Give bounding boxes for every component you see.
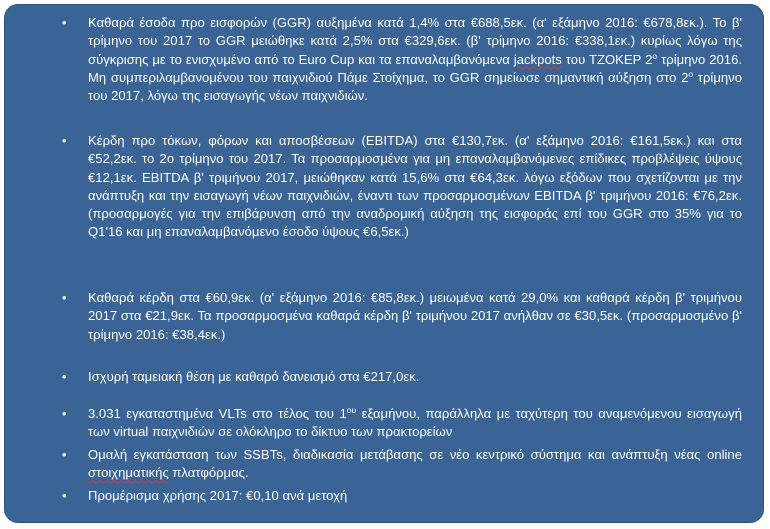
net-profit-text: Καθαρά κέρδη στα €60,9εκ. (α' εξάμηνο 2016: €85,8εκ.) μειωμένα κατά 29,0% και καθαρά κέρδη β' τριμήνου 2017 στα €21,9εκ. Τα προσαρμοσμένα καθαρά κέρδη β' τριμήνου 2017 ανήλθαν σε €30,5εκ. (προσαρμοσμένο β' τρίμηνο 2016: €38,4εκ.) xyxy=(88,290,742,342)
bullet-icon: • xyxy=(62,488,67,503)
cash-position-text: Ισχυρή ταμειακή θέση με καθαρό δανεισμό στα €217,0εκ. xyxy=(88,369,420,384)
list-item-dividend xyxy=(62,487,742,505)
ssbts-text: Ομαλή εγκατάσταση των SSBTs, διαδικασία μετάβασης σε νέο κεντρικό σύστημα και ανάπτυξη νέας online στοιχηματικής πλατφόρμας. xyxy=(88,447,742,481)
vlts-text: 3.031 εγκαταστημένα VLTs στο τέλος του $1^{o\upsilon}$ εξαμήνου, παράλληλα με ταχύτερη του αναμενόμενου εισαγωγή των virtual παιχνιδιών σε ολόκληρο το δίκτυο των πρακτορείων xyxy=(88,405,742,440)
list-item-cash-position xyxy=(62,368,742,386)
bullet-icon: • xyxy=(62,133,67,148)
ggr-text: Καθαρά έσοδα προ εισφορών (GGR) αυξημένα κατά 1,4% στα €688,5εκ. (α' εξάμηνο 2016: €678,8εκ.). Το β' τρίμηνο του 2017 το GGR μειώθηκε κατά 2,5% στα €329,6εκ. (β' τρίμηνο 2016: €338,1εκ.) κυρίως λόγω της σύγκρισης με το ενισχυμένο από το Euro Cup και τα επαναλαμβανόμενα jackpots του ΤΖΟΚΕΡ $2^o$ τρίμηνο 2016. Μη συμπεριλαμβανομένου του παιχνιδιού Πάμε Στοίχημα, το GGR σημείωσε σημαντική αύξηση στο $2^o$ τρίμηνο του 2017, λόγω της εισαγωγής νέων παιχνιδιών. xyxy=(88,15,742,104)
ebitda-text: Κέρδη προ τόκων, φόρων και αποσβέσεων (EBITDA) στα €130,7εκ. (α' εξάμηνο 2016: €161,5εκ.) και στα €52,2εκ. το 2ο τρίμηνο του 2017. Τα προσαρμοσμένα για μη επαναλαμβανόμενες επίδικες προβλέψεις ύψους €12,1εκ. EBITDA β' τριμήνου 2017, μειώθηκαν κατά 15,6% στα €64,3εκ. λόγω εξόδων που σχετίζονται με την ανάπτυξη και την εισαγωγή νέων παιχνιδιών, έναντι των προσαρμοσμένων EBITDA β' τριμήνου 2016: €76,2εκ. (προσαρμογές για την επιβάρυνση από την αναδρομική αύξηση της εισφοράς επί του GGR στο 35% για το Q1'16 και μη επαναλαμβανόμενο έσοδο ύψους €6,5εκ.) xyxy=(88,133,742,240)
list-item-vlts xyxy=(62,405,742,442)
bullet-icon: • xyxy=(62,290,67,305)
list-item-ssbts xyxy=(62,446,742,483)
bullet-icon: • xyxy=(62,15,67,30)
list-item-ebitda xyxy=(62,132,742,242)
list-item-ggr xyxy=(62,14,742,105)
dividend-text: Προμέρισμα χρήσης 2017: €0,10 ανά μετοχή xyxy=(88,488,348,503)
bullet-icon: • xyxy=(62,447,67,462)
list-item-net-profit xyxy=(62,289,742,344)
bullet-icon: • xyxy=(62,406,67,421)
bullet-icon: • xyxy=(62,369,67,384)
